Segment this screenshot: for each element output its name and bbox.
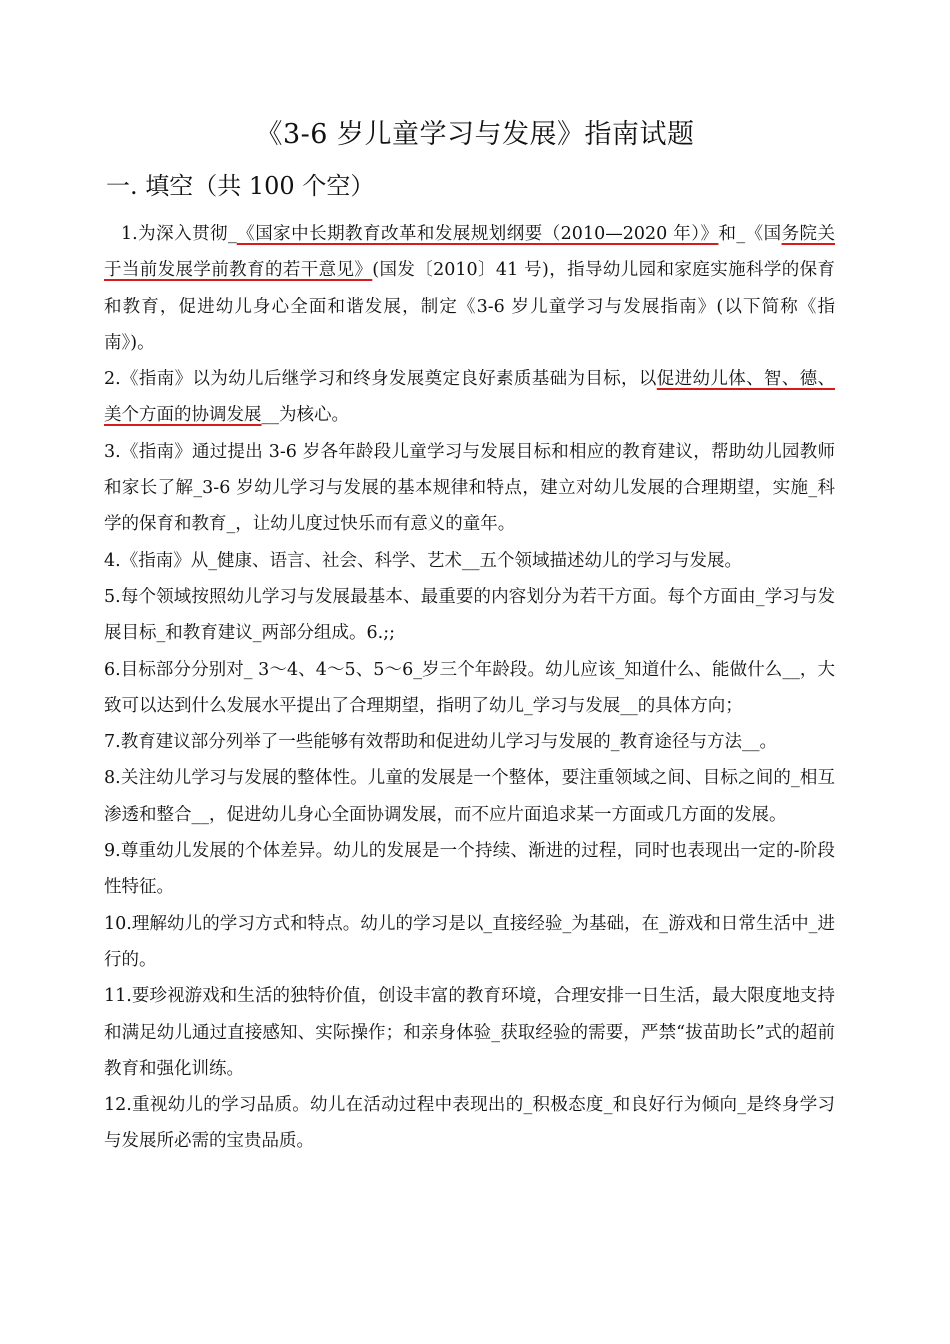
question-text: 和_《国 xyxy=(718,224,782,244)
question-2 xyxy=(104,361,835,434)
question-3: 3.《指南》通过提出 3-6 岁各年龄段儿童学习与发展目标和相应的教育建议，帮助幼儿园教师和家长了解_3-6 岁幼儿学习与发展的基本规律和特点，建立对幼儿发展的合理期望，实施_科学的保育和教育_，让幼儿度过快乐而有意义的童年。 xyxy=(104,441,835,535)
underlined-answer: 《国家中长期教育改革和发展规划纲要（2010—2020 年）》 xyxy=(236,224,719,244)
page-title: 《3-6 岁儿童学习与发展》指南试题 xyxy=(255,119,695,150)
question-1 xyxy=(104,216,835,361)
question-10: 10.理解幼儿的学习方式和特点。幼儿的学习是以_直接经验_为基础，在_游戏和日常生活中_进行的。 xyxy=(104,913,835,970)
question-11: 11.要珍视游戏和生活的独特价值，创设丰富的教育环境，合理安排一日生活，最大限度地支持和满足幼儿通过直接感知、实际操作；和亲身体验_获取经验的需要，严禁“拔苗助长”式的超前教育和强化训练。 xyxy=(104,986,835,1079)
question-7: 7.教育建议部分列举了一些能够有效帮助和促进幼儿学习与发展的_教育途径与方法__。 xyxy=(104,732,777,753)
question-list xyxy=(104,216,835,1160)
underlined-answer: 务院关于当前发展学前教育的若干意见》 xyxy=(104,224,835,281)
question-text: (国发〔2010〕41 号)，指导幼儿园和家庭实施科学的保育和教育，促进幼儿身心全面和谐发展，制定《3-6 岁儿童学习与发展指南》(以下简称《指南》)。 xyxy=(104,260,835,353)
question-text: 1.为深入贯彻_ xyxy=(121,224,237,244)
question-text: 2.《指南》以为幼儿后继学习和终身发展奠定良好素质基础为目标，以 xyxy=(104,369,657,390)
question-12: 12.重视幼儿的学习品质。幼儿在活动过程中表现出的_积极态度_和良好行为倾向_是终身学习与发展所必需的宝贵品质。 xyxy=(104,1095,835,1152)
question-6: 6.目标部分分别对_ 3～4、4～5、5～6_岁三个年龄段。幼儿应该_知道什么、能做什么__，大致可以达到什么发展水平提出了合理期望，指明了幼儿_学习与发展__的具体方向； xyxy=(104,659,835,716)
question-4: 4.《指南》从_健康、语言、社会、科学、艺术__五个领域描述幼儿的学习与发展。 xyxy=(104,550,742,571)
underlined-answer: 促进幼儿体、智、德、美个方面的协调发展 xyxy=(104,369,835,426)
question-9: 9.尊重幼儿发展的个体差异。幼儿的发展是一个持续、渐进的过程，同时也表现出一定的-阶段性特征。 xyxy=(104,841,835,898)
question-8: 8.关注幼儿学习与发展的整体性。儿童的发展是一个整体，要注重领域之间、目标之间的_相互渗透和整合__，促进幼儿身心全面协调发展，而不应片面追求某一方面或几方面的发展。 xyxy=(104,768,835,825)
section-heading: 一. 填空（共 100 个空） xyxy=(106,172,375,200)
question-text: __为核心。 xyxy=(261,405,349,426)
question-5: 5.每个领域按照幼儿学习与发展最基本、最重要的内容划分为若干方面。每个方面由_学习与发展目标_和教育建议_两部分组成。6.;; xyxy=(104,586,835,644)
